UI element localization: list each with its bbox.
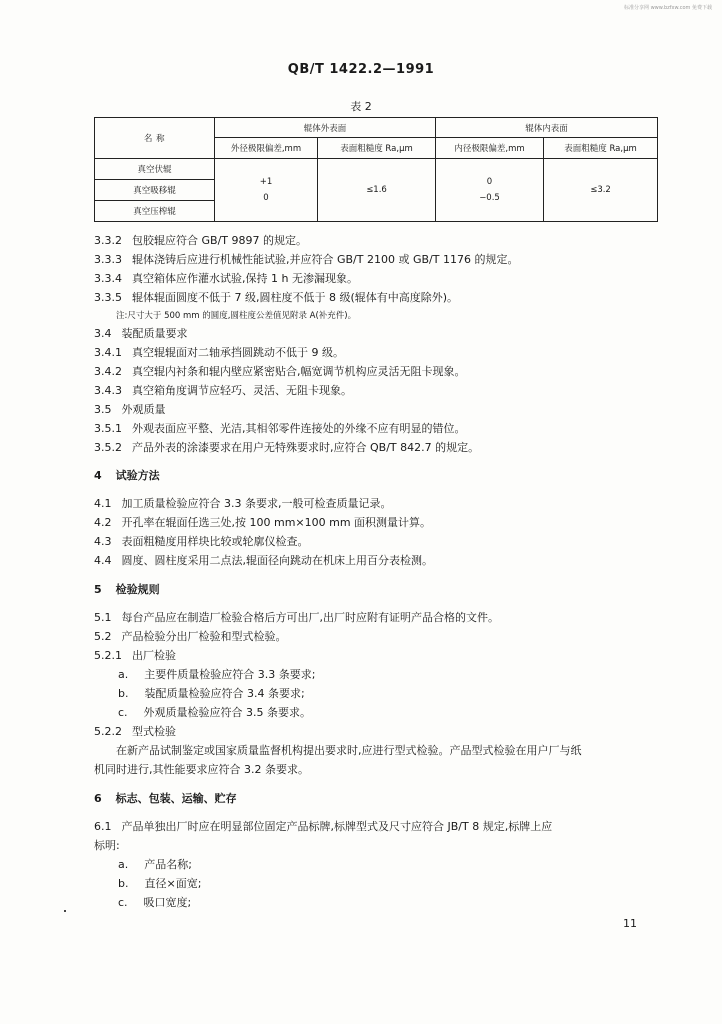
list-item-c: c. 吸口宽度; — [118, 896, 192, 909]
outer-rough-cell: ≤1.6 — [318, 159, 436, 222]
clause-3-3-4: 3.3.4 真空箱体应作灌水试验,保持 1 h 无渗漏现象。 — [94, 272, 358, 285]
col-header-inner-rough: 表面粗糙度 Ra,μm — [544, 138, 658, 159]
outer-dev-bottom: 0 — [263, 193, 269, 203]
clause-3-3-3: 3.3.3 辊体浇铸后应进行机械性能试验,并应符合 GB/T 2100 或 GB/T 1176 的规定。 — [94, 253, 519, 266]
clause-3-5-1: 3.5.1 外观表面应平整、光洁,其相邻零件连接处的外缘不应有明显的错位。 — [94, 422, 466, 435]
standard-header: QB/T 1422.2—1991 — [287, 62, 435, 77]
inner-rough-cell: ≤3.2 — [544, 159, 658, 222]
watermark: 标准分享网 www.bzfxw.com 免费下载 — [624, 5, 712, 11]
clause-3-3-2: 3.3.2 包胶辊应符合 GB/T 9897 的规定。 — [94, 234, 307, 247]
clause-4-4: 4.4 圆度、圆柱度采用二点法,辊面径向跳动在机床上用百分表检测。 — [94, 554, 433, 567]
clause-5-2-1: 5.2.1 出厂检验 — [94, 649, 176, 662]
clause-6-1-line1: 6.1 产品单独出厂时应在明显部位固定产品标牌,标牌型式及尺寸应符合 JB/T 8 规定,标牌上应 — [94, 820, 553, 833]
list-item-c: c. 外观质量检验应符合 3.5 条要求。 — [118, 706, 312, 719]
section-6-title: 6 标志、包装、运输、贮存 — [94, 792, 237, 805]
list-item-a: a. 产品名称; — [118, 858, 192, 871]
col-header-outer-rough: 表面粗糙度 Ra,μm — [318, 138, 436, 159]
col-header-outer-dev: 外径极限偏差,mm — [215, 138, 318, 159]
section-5-title: 5 检验规则 — [94, 583, 160, 596]
page-number: 11 — [623, 917, 637, 930]
clause-4-1: 4.1 加工质量检验应符合 3.3 条要求,一般可检查质量记录。 — [94, 497, 392, 510]
table-row-name: 真空压榨辊 — [95, 201, 215, 222]
col-group-outer: 辊体外表面 — [215, 118, 436, 138]
inner-dev-top: 0 — [486, 177, 493, 187]
list-item-b: b. 直径×面宽; — [118, 877, 202, 890]
clause-3-4-2: 3.4.2 真空辊内衬条和辊内壁应紧密贴合,幅宽调节机构应灵活无阻卡现象。 — [94, 365, 466, 378]
list-item-b: b. 装配质量检验应符合 3.4 条要求; — [118, 687, 305, 700]
col-header-inner-dev: 内径极限偏差,mm — [436, 138, 544, 159]
clause-3-5-2: 3.5.2 产品外表的涂漆要求在用户无特殊要求时,应符合 QB/T 842.7 的规定。 — [94, 441, 480, 454]
clause-5-2: 5.2 产品检验分出厂检验和型式检验。 — [94, 630, 287, 643]
inner-dev-bottom: −0.5 — [479, 193, 500, 203]
clause-4-2: 4.2 开孔率在辊面任选三处,按 100 mm×100 mm 面积测量计算。 — [94, 516, 432, 529]
section-3-5: 3.5 外观质量 — [94, 403, 166, 416]
clause-5-2-2: 5.2.2 型式检验 — [94, 725, 176, 738]
table-row-name: 真空吸移辊 — [95, 180, 215, 201]
outer-dev-cell — [215, 159, 318, 222]
clause-5-1: 5.1 每台产品应在制造厂检验合格后方可出厂,出厂时应附有证明产品合格的文件。 — [94, 611, 499, 624]
note: 注:尺寸大于 500 mm 的圆度,圆柱度公差值见附录 A(补充件)。 — [116, 311, 357, 321]
list-item-a: a. 主要件质量检验应符合 3.3 条要求; — [118, 668, 316, 681]
table-caption: 表 2 — [350, 100, 372, 113]
clause-3-3-5: 3.3.5 辊体辊面圆度不低于 7 级,圆柱度不低于 8 级(辊体有中高度除外)。 — [94, 291, 459, 304]
clause-3-4-1: 3.4.1 真空辊辊面对二轴承挡圆跳动不低于 9 级。 — [94, 346, 344, 359]
col-header-name: 名 称 — [95, 118, 215, 159]
table-row-name: 真空伏辊 — [95, 159, 215, 180]
col-group-inner: 辊体内表面 — [436, 118, 658, 138]
clause-6-1-line2: 标明: — [94, 839, 120, 852]
section-3-4: 3.4 装配质量要求 — [94, 327, 188, 340]
scan-speck — [64, 910, 66, 912]
outer-dev-top: +1 — [259, 177, 273, 187]
inner-dev-cell — [436, 159, 544, 222]
clause-3-4-3: 3.4.3 真空箱角度调节应轻巧、灵活、无阻卡现象。 — [94, 384, 352, 397]
spec-table — [94, 117, 658, 222]
paragraph-5-2-2-line2: 机同时进行,其性能要求应符合 3.2 条要求。 — [94, 763, 309, 776]
section-4-title: 4 试验方法 — [94, 469, 160, 482]
paragraph-5-2-2-line1: 在新产品试制鉴定或国家质量监督机构提出要求时,应进行型式检验。产品型式检验在用户厂与纸 — [116, 744, 582, 757]
clause-4-3: 4.3 表面粗糙度用样块比较或轮廓仪检查。 — [94, 535, 309, 548]
